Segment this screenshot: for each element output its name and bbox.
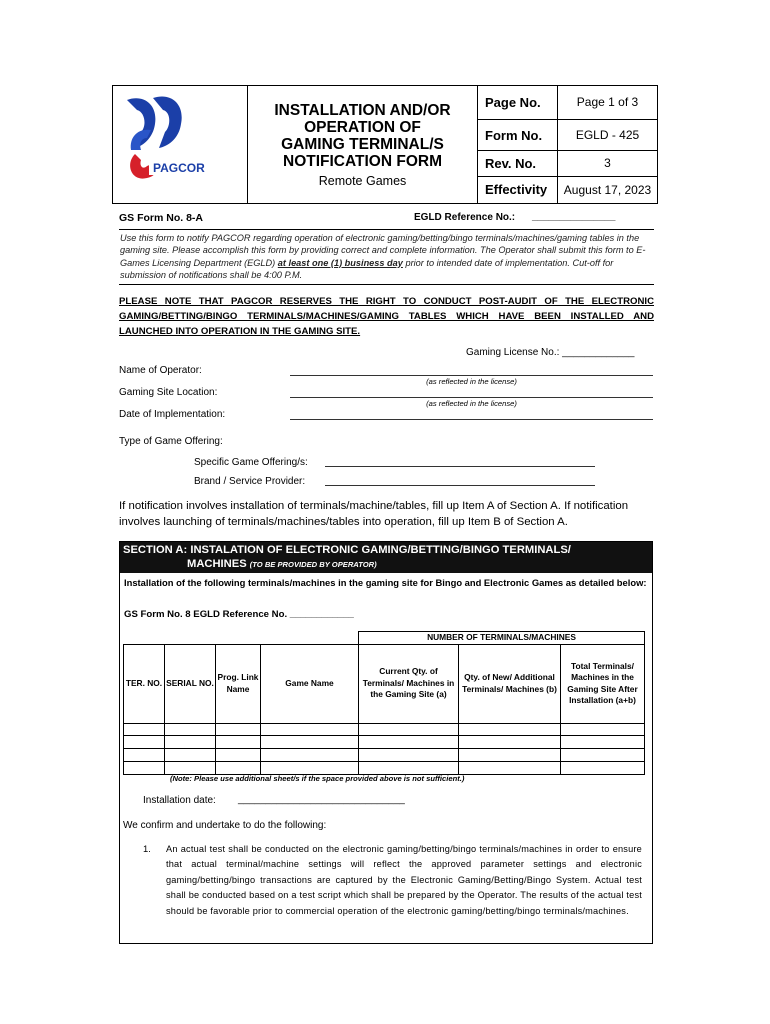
effectivity-label: Effectivity [478,176,558,203]
col-total: Total Terminals/ Machines in the Gaming Site After Installation (a+b) [561,644,645,723]
form-title-line-4: NOTIFICATION FORM [283,152,442,170]
col-serial-no: SERIAL NO. [165,644,216,723]
rev-no-label: Rev. No. [478,151,558,176]
table-row [124,723,645,736]
form-title-line-2: OPERATION OF [304,118,421,136]
specific-offering-label: Specific Game Offering/s: [194,457,308,468]
specific-offering-line[interactable] [325,466,595,467]
item-text: An actual test shall be conducted on the electronic gaming/betting/bingo terminals/machines in order to ensure that actual terminal/machine settings will reflect the approved parameter settings and electronic gaming/betting/bingo transactions are captured by the Electronic Gaming/Betting/Bingo System. Actual test shall be conducted based on a test script which shall be prepared by the Operator. The results of the actual test should be favorable prior to commercial operation of the electronic gaming/betting/bingo terminals/machines. [166,844,642,916]
item-number: 1. [143,843,151,854]
title-cell [248,86,478,204]
col-game-name: Game Name [261,644,359,723]
egld-reference-label: EGLD Reference No.: [414,212,516,223]
operator-name-label: Name of Operator: [119,365,202,376]
table-row [124,761,645,774]
section-a-title-line-1: SECTION A: INSTALATION OF ELECTRONIC GAMING/BETTING/BINGO TERMINALS/ [123,544,571,556]
form-subtitle: Remote Games [318,173,407,188]
form-title-line-1: INSTALLATION AND/OR [274,101,451,119]
installation-date-label: Installation date: [143,795,216,806]
operator-name-line[interactable] [290,375,653,376]
license-note-2: (as reflected in the license) [426,399,517,408]
brand-provider-line[interactable] [325,485,595,486]
page-no-value: Page 1 of 3 [558,86,658,120]
form-no-value: EGLD - 425 [558,119,658,151]
col-current-qty: Current Qty. of Terminals/ Machines in the Gaming Site (a) [359,644,459,723]
table-row [124,749,645,762]
logo-text: PAGCOR [153,161,205,175]
effectivity-value: August 17, 2023 [558,176,658,203]
instructions-text [120,232,654,281]
page-no-label: Page No. [478,86,558,120]
site-location-line[interactable] [290,397,653,398]
section-a-tag: (TO BE PROVIDED BY OPERATOR) [249,560,377,569]
col-ter-no: TER. NO. [124,644,165,723]
table-row [124,736,645,749]
instructions-emphasis: at least one (1) business day [277,257,403,268]
gs-form-8-reference[interactable]: GS Form No. 8 EGLD Reference No. ____________ [124,609,354,620]
site-location-label: Gaming Site Location: [119,387,218,398]
post-audit-notice: PLEASE NOTE THAT PAGCOR RESERVES THE RIGHT TO CONDUCT POST-AUDIT OF THE ELECTRONIC GAMING/BETTING/BINGO TERMINALS/MACHINES/GAMING TABLES WHICH HAVE BEEN INSTALLED AND LAUNCHED INTO OPERATION IN THE GAMING SITE. [119,296,654,337]
col-new-qty: Qty. of New/ Additional Terminals/ Machines (b) [459,644,561,723]
notification-instructions: If notification involves installation of terminals/machine/tables, fill up Item A of Section A. If notification involves launching of terminals/machines/tables into operation, fill up Item B of Section A. [119,500,629,528]
gaming-license-no[interactable]: Gaming License No.: _____________ [466,347,635,358]
logo-cell [113,86,248,204]
group-header: NUMBER OF TERMINALS/MACHINES [359,632,645,645]
license-note-1: (as reflected in the license) [426,377,517,386]
section-a-intro: Installation of the following terminals/machines in the gaming site for Bingo and Electronic Games as detailed below: [124,577,647,588]
divider-top [119,229,654,230]
gs-form-number: GS Form No. 8-A [119,212,204,224]
form-no-label: Form No. [478,119,558,151]
additional-sheets-note: (Note: Please use additional sheet/s if the space provided above is not sufficient.) [170,774,465,783]
confirm-statement: We confirm and undertake to do the following: [123,820,327,831]
section-a-title-line-2: MACHINES [187,558,247,570]
implementation-date-label: Date of Implementation: [119,409,226,420]
brand-provider-label: Brand / Service Provider: [194,476,306,487]
implementation-date-line[interactable] [290,419,653,420]
rev-no-value: 3 [558,151,658,176]
col-prog-link-name: Prog. Link Name [216,644,261,723]
form-header [112,85,658,204]
instructions-part-2: prior to intended date of implementation. Cut-off for submission of notifications shall be 4:00 P.M. [120,257,614,280]
installation-date-blank[interactable]: ______________________________ [238,794,405,805]
egld-reference-blank[interactable]: _______________ [532,211,616,222]
terminals-table [123,631,645,775]
form-title-line-3: GAMING TERMINAL/S [281,135,444,153]
pagcor-logo [113,86,246,198]
instructions-part-1: Use this form to notify PAGCOR regarding operation of electronic gaming/betting/bingo terminals/machines/gaming tables in the gaming site. Please accomplish this form by providing correct and complete information. The Operator shall submit this form to E-Games Licensing Department (EGLD) [120,233,646,268]
game-offering-label: Type of Game Offering: [119,436,223,447]
section-a-header [120,542,652,573]
divider-bottom [119,284,654,285]
